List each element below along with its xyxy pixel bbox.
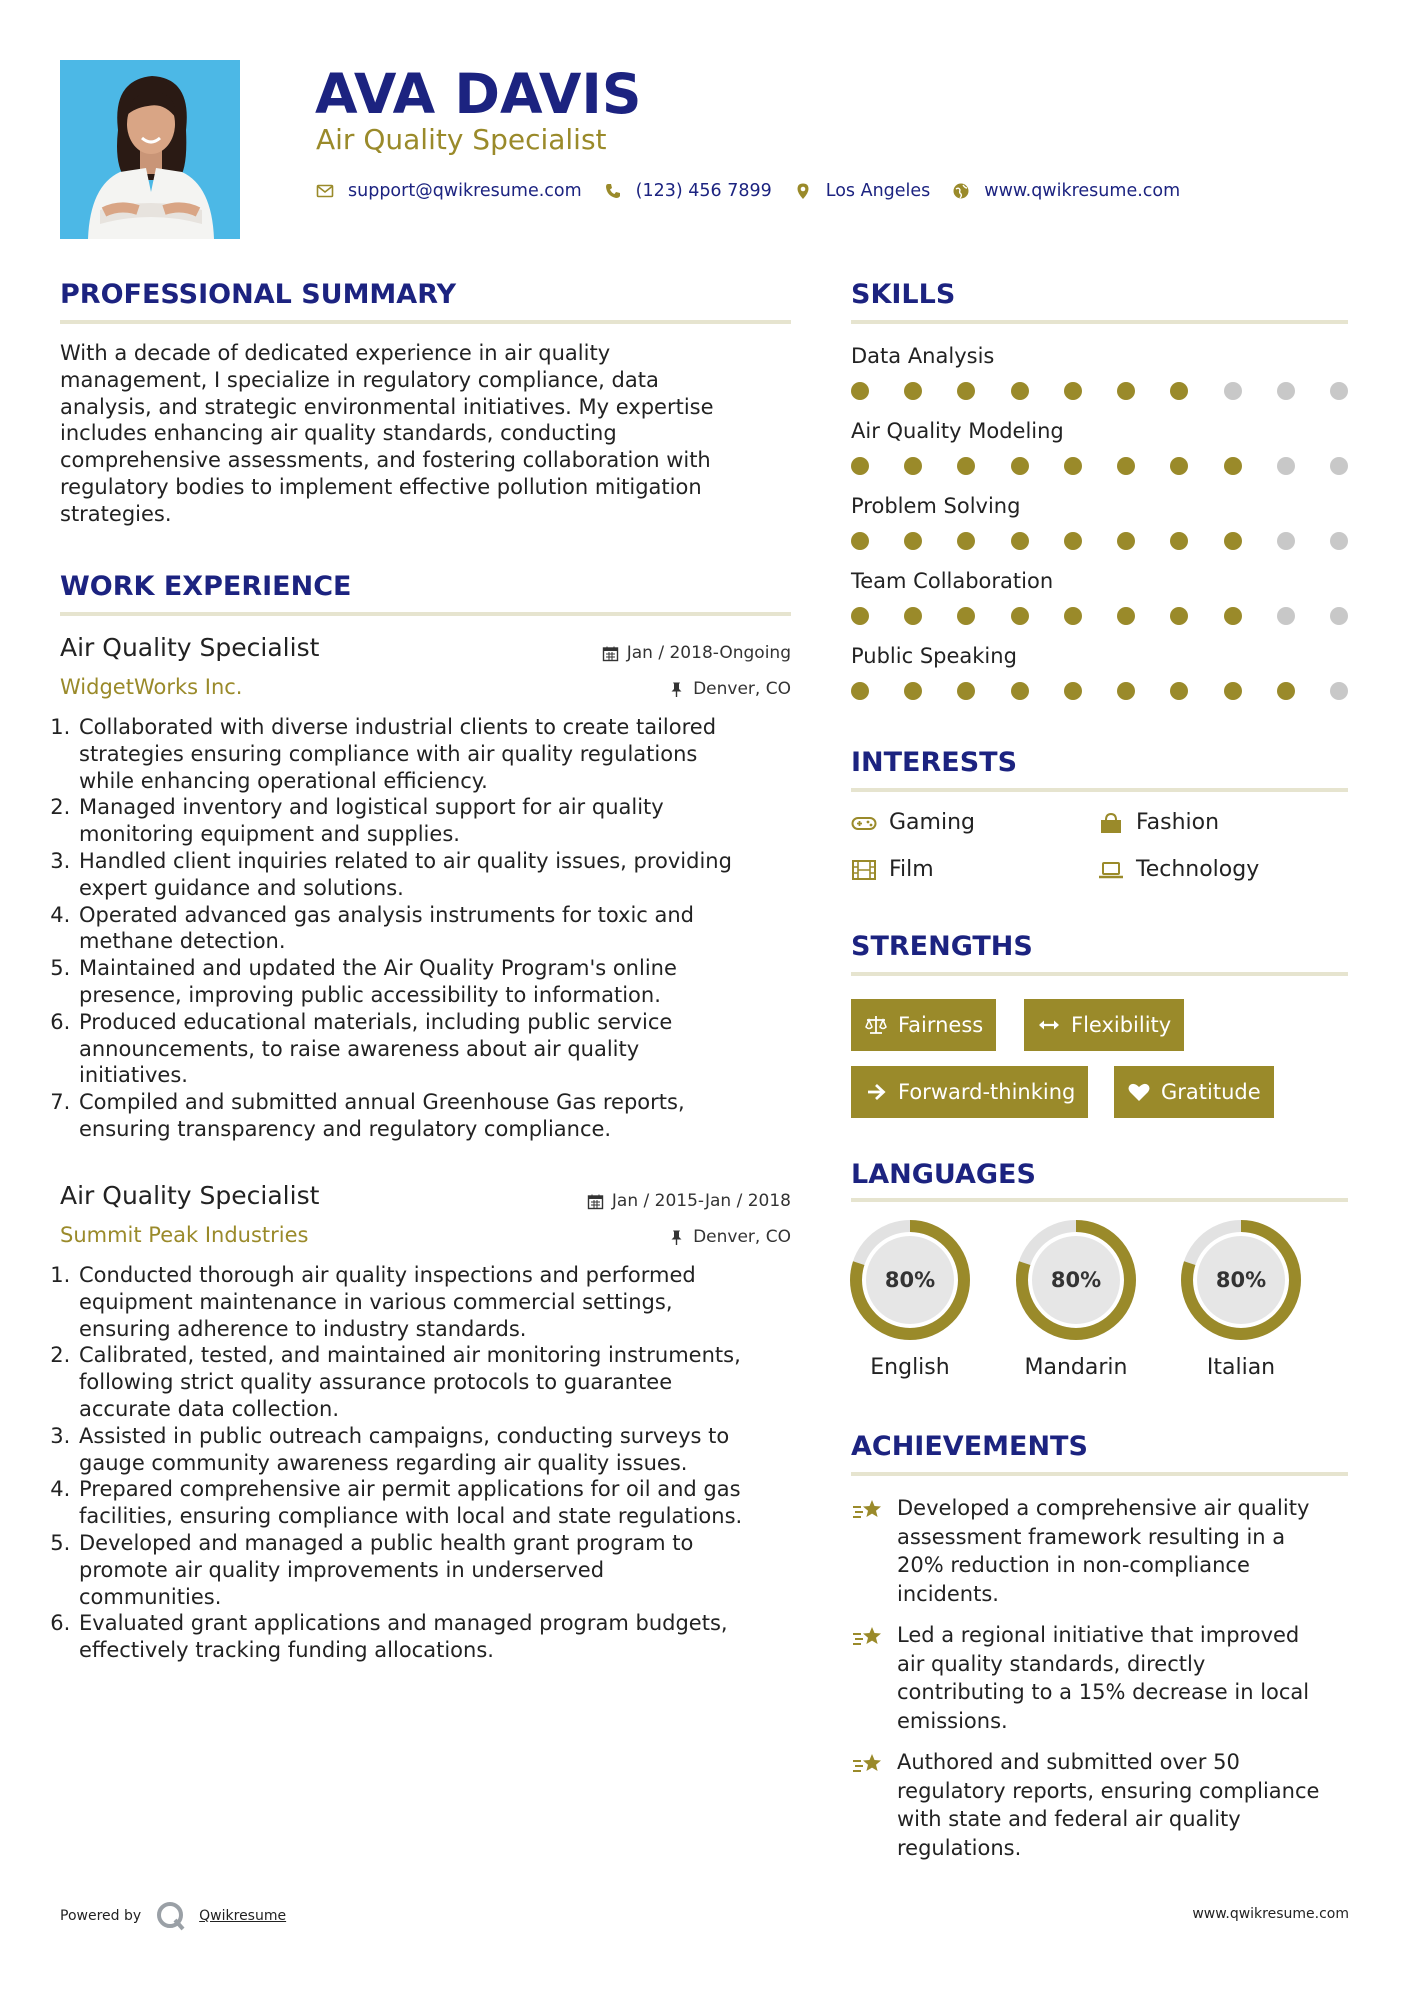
- skill-dot-filled: [1170, 382, 1188, 400]
- language-item: [848, 1218, 972, 1382]
- duty-item: 2. Managed inventory and logistical support for air quality monitoring equipment and supplies.: [77, 794, 819, 848]
- strength-badge: [851, 1066, 1088, 1118]
- skill-dot-empty: [1330, 532, 1348, 550]
- shooting-star-icon: [851, 1496, 885, 1524]
- skill-dot-filled: [1064, 532, 1082, 550]
- language-name: Mandarin: [1024, 1355, 1128, 1380]
- skill-dot-filled: [1170, 457, 1188, 475]
- duty-item: 1. Conducted thorough air quality inspections and performed equipment maintenance in various commercial settings, ensuring adherence to industry standards.: [77, 1262, 819, 1342]
- languages-heading: LANGUAGES: [851, 1159, 1036, 1190]
- duty-item: 6. Produced educational materials, including public service announcements, to raise awareness about air quality initiatives.: [77, 1009, 819, 1089]
- interests-rule: [851, 788, 1348, 792]
- envelope-icon: [316, 182, 334, 200]
- strength-badge: [1114, 1066, 1274, 1118]
- contact-bar: [316, 178, 1202, 204]
- footer-site-link[interactable]: www.qwikresume.com: [1192, 1906, 1349, 1922]
- duty-item: 2. Calibrated, tested, and maintained air monitoring instruments, following strict quality assurance protocols to guarantee accurate data collection.: [77, 1342, 819, 1422]
- job-location-text: Denver, CO: [693, 1227, 791, 1247]
- strength-label: Fairness: [898, 1013, 984, 1037]
- skill-dot-filled: [1064, 457, 1082, 475]
- experience-heading: WORK EXPERIENCE: [60, 571, 352, 602]
- pushpin-icon: [668, 681, 685, 698]
- achievement-item: [851, 1748, 1351, 1862]
- interest-item: [851, 809, 975, 837]
- skill-dot-filled: [1224, 457, 1242, 475]
- skill-name: Data Analysis: [851, 344, 995, 368]
- skill-dot-filled: [1117, 682, 1135, 700]
- duty-item: 6. Evaluated grant applications and managed program budgets, effectively tracking funding allocations.: [77, 1610, 819, 1664]
- phone-icon: [604, 182, 622, 200]
- skill-dot-filled: [851, 532, 869, 550]
- job-dates-text: Jan / 2015-Jan / 2018: [611, 1191, 791, 1211]
- contact-location-text: Los Angeles: [825, 181, 931, 201]
- language-name: English: [870, 1355, 950, 1380]
- job-location: [668, 1226, 791, 1248]
- job-dates: [602, 642, 791, 664]
- skill-dot-filled: [957, 607, 975, 625]
- skill-dot-empty: [1330, 682, 1348, 700]
- skill-rating: [851, 607, 1348, 625]
- interest-item: [1098, 809, 1219, 837]
- achievements-heading: ACHIEVEMENTS: [851, 1431, 1088, 1462]
- skill-dot-filled: [1011, 682, 1029, 700]
- summary-line: strategies.: [60, 501, 172, 526]
- skill-dot-filled: [1117, 382, 1135, 400]
- skill-dot-filled: [1117, 457, 1135, 475]
- skill-dot-empty: [1330, 607, 1348, 625]
- language-percent: 80%: [1215, 1268, 1267, 1292]
- achievement-text: Authored and submitted over 50 regulatory reports, ensuring compliance with state and federal air quality regulations.: [897, 1750, 1320, 1860]
- duty-item: 7. Compiled and submitted annual Greenhouse Gas reports, ensuring transparency and regulatory compliance.: [77, 1089, 819, 1143]
- skill-name: Team Collaboration: [851, 569, 1054, 593]
- achievement-text: Developed a comprehensive air quality assessment framework resulting in a 20% reduction in non-compliance incidents.: [897, 1496, 1310, 1606]
- balance-scale-icon: [864, 1014, 888, 1036]
- skill-dot-filled: [1064, 682, 1082, 700]
- job-location-text: Denver, CO: [693, 679, 791, 699]
- language-progress-ring: [1014, 1218, 1138, 1342]
- duty-item: 5. Developed and managed a public health grant program to promote air quality improvements in underserved communities.: [77, 1530, 819, 1610]
- strength-label: Flexibility: [1071, 1013, 1172, 1037]
- pushpin-icon: [668, 1229, 685, 1246]
- skill-dot-filled: [1224, 682, 1242, 700]
- shooting-star-icon: [851, 1623, 885, 1651]
- skill-dot-empty: [1330, 382, 1348, 400]
- gamepad-icon: [851, 812, 877, 834]
- skill-dot-empty: [1277, 457, 1295, 475]
- skill-dot-empty: [1277, 382, 1295, 400]
- film-icon: [851, 859, 877, 881]
- skills-heading: SKILLS: [851, 279, 956, 310]
- skill-dot-empty: [1277, 607, 1295, 625]
- calendar-icon: [587, 1193, 604, 1210]
- strengths-heading: STRENGTHS: [851, 931, 1033, 962]
- profile-photo-illustration: [60, 60, 240, 239]
- contact-phone-text: (123) 456 7899: [635, 181, 772, 201]
- skill-dot-filled: [904, 682, 922, 700]
- skill-dot-filled: [904, 382, 922, 400]
- skill-dot-filled: [1064, 607, 1082, 625]
- interest-label: Gaming: [889, 810, 975, 835]
- skill-rating: [851, 457, 1348, 475]
- skill-dot-filled: [957, 682, 975, 700]
- summary-line: regulatory bodies to implement effective pollution mitigation: [60, 474, 702, 499]
- duty-item: 5. Maintained and updated the Air Quality Program's online presence, improving public accessibility to information.: [77, 955, 819, 1009]
- interest-label: Technology: [1136, 857, 1260, 882]
- strength-badge: [851, 999, 996, 1051]
- job-title: Air Quality Specialist: [60, 1181, 320, 1210]
- contact-website-text: www.qwikresume.com: [984, 181, 1181, 201]
- skill-dot-empty: [1330, 457, 1348, 475]
- skill-dot-empty: [1224, 382, 1242, 400]
- qwikresume-link[interactable]: Qwikresume: [199, 1908, 287, 1924]
- job-location: [668, 678, 791, 700]
- skill-dot-filled: [1224, 607, 1242, 625]
- summary-rule: [60, 320, 791, 324]
- skill-dot-filled: [904, 607, 922, 625]
- skill-dot-filled: [1011, 382, 1029, 400]
- skill-dot-filled: [957, 532, 975, 550]
- skill-dot-filled: [851, 382, 869, 400]
- arrow-right-icon: [864, 1081, 888, 1103]
- shopping-bag-icon: [1098, 812, 1124, 834]
- skill-dot-filled: [1117, 532, 1135, 550]
- skill-dot-filled: [904, 457, 922, 475]
- skill-dot-filled: [957, 382, 975, 400]
- duty-item: 4. Prepared comprehensive air permit applications for oil and gas facilities, ensuring compliance with local and state regulations.: [77, 1476, 819, 1530]
- languages-rule: [851, 1198, 1348, 1202]
- skill-name: Air Quality Modeling: [851, 419, 1064, 443]
- duty-item: 4. Operated advanced gas analysis instruments for toxic and methane detection.: [77, 902, 819, 956]
- job-title: Air Quality Specialist: [60, 633, 320, 662]
- job-dates-text: Jan / 2018-Ongoing: [626, 643, 791, 663]
- interests-heading: INTERESTS: [851, 747, 1018, 778]
- skill-dot-filled: [1011, 607, 1029, 625]
- footer-powered-by: [60, 1900, 286, 1932]
- language-percent: 80%: [884, 1268, 936, 1292]
- summary-line: comprehensive assessments, and fostering collaboration with: [60, 448, 711, 473]
- skill-dot-filled: [851, 457, 869, 475]
- job-company: WidgetWorks Inc.: [60, 675, 243, 699]
- summary-line: analysis, and strategic environmental initiatives. My expertise: [60, 394, 714, 419]
- profile-photo: [60, 60, 240, 239]
- arrows-h-icon: [1037, 1014, 1061, 1036]
- skill-dot-filled: [1117, 607, 1135, 625]
- duty-item: 1. Collaborated with diverse industrial clients to create tailored strategies ensuring compliance with air quality regulations while enhancing operational efficiency.: [77, 714, 819, 794]
- duty-list: [53, 1262, 819, 1664]
- language-progress-ring: [1179, 1218, 1303, 1342]
- experience-rule: [60, 612, 791, 616]
- language-progress-ring: [848, 1218, 972, 1342]
- calendar-icon: [602, 645, 619, 662]
- achievements-rule: [851, 1472, 1348, 1476]
- contact-email[interactable]: [316, 181, 582, 201]
- achievement-item: [851, 1621, 1351, 1735]
- contact-email-text: support@qwikresume.com: [348, 181, 582, 201]
- qwikresume-logo-icon: [155, 1900, 187, 1932]
- duty-list: [53, 714, 819, 1143]
- language-percent: 80%: [1050, 1268, 1102, 1292]
- contact-phone[interactable]: [604, 181, 772, 201]
- job-dates: [587, 1190, 791, 1212]
- summary-heading: PROFESSIONAL SUMMARY: [60, 279, 457, 310]
- laptop-icon: [1098, 859, 1124, 881]
- skill-dot-filled: [1064, 382, 1082, 400]
- candidate-name: AVA DAVIS: [315, 62, 642, 126]
- skill-dot-filled: [1011, 532, 1029, 550]
- duty-item: 3. Assisted in public outreach campaigns, conducting surveys to gauge community awareness regarding air quality issues.: [77, 1423, 819, 1477]
- candidate-title: Air Quality Specialist: [316, 123, 607, 156]
- skill-name: Problem Solving: [851, 494, 1021, 518]
- heart-icon: [1127, 1081, 1151, 1103]
- skill-dot-empty: [1277, 532, 1295, 550]
- skill-name: Public Speaking: [851, 644, 1017, 668]
- skill-dot-filled: [1224, 532, 1242, 550]
- skills-rule: [851, 320, 1348, 324]
- strengths-rule: [851, 972, 1348, 976]
- skill-rating: [851, 382, 1348, 400]
- skill-dot-filled: [904, 532, 922, 550]
- skill-rating: [851, 532, 1348, 550]
- skill-rating: [851, 682, 1348, 700]
- skill-dot-filled: [1170, 682, 1188, 700]
- globe-icon: [952, 182, 970, 200]
- skill-dot-filled: [1277, 682, 1295, 700]
- skill-dot-filled: [1170, 607, 1188, 625]
- language-item: [1014, 1218, 1138, 1382]
- skill-dot-filled: [851, 607, 869, 625]
- language-name: Italian: [1206, 1355, 1276, 1380]
- contact-website[interactable]: [952, 181, 1180, 201]
- skill-dot-filled: [957, 457, 975, 475]
- summary-text: [60, 340, 795, 528]
- summary-line: includes enhancing air quality standards, conducting: [60, 421, 617, 446]
- strength-badge: [1024, 999, 1184, 1051]
- skill-dot-filled: [1170, 532, 1188, 550]
- map-marker-icon: [794, 182, 812, 200]
- contact-location: [794, 181, 931, 201]
- strength-label: Forward-thinking: [898, 1080, 1076, 1104]
- interest-item: [851, 856, 934, 884]
- interest-label: Fashion: [1136, 810, 1220, 835]
- job-company: Summit Peak Industries: [60, 1223, 309, 1247]
- achievement-text: Led a regional initiative that improved air quality standards, directly contributing to a 15% decrease in local emissions.: [897, 1623, 1310, 1733]
- summary-line: With a decade of dedicated experience in air quality: [60, 341, 611, 365]
- shooting-star-icon: [851, 1750, 885, 1778]
- interest-label: Film: [889, 857, 934, 882]
- summary-line: management, I specialize in regulatory compliance, data: [60, 367, 659, 392]
- duty-item: 3. Handled client inquiries related to air quality issues, providing expert guidance and solutions.: [77, 848, 819, 902]
- skill-dot-filled: [1011, 457, 1029, 475]
- achievement-item: [851, 1494, 1351, 1608]
- skill-dot-filled: [851, 682, 869, 700]
- powered-by-label: Powered by: [60, 1908, 142, 1924]
- language-item: [1179, 1218, 1303, 1382]
- interest-item: [1098, 856, 1259, 884]
- strength-label: Gratitude: [1161, 1080, 1261, 1104]
